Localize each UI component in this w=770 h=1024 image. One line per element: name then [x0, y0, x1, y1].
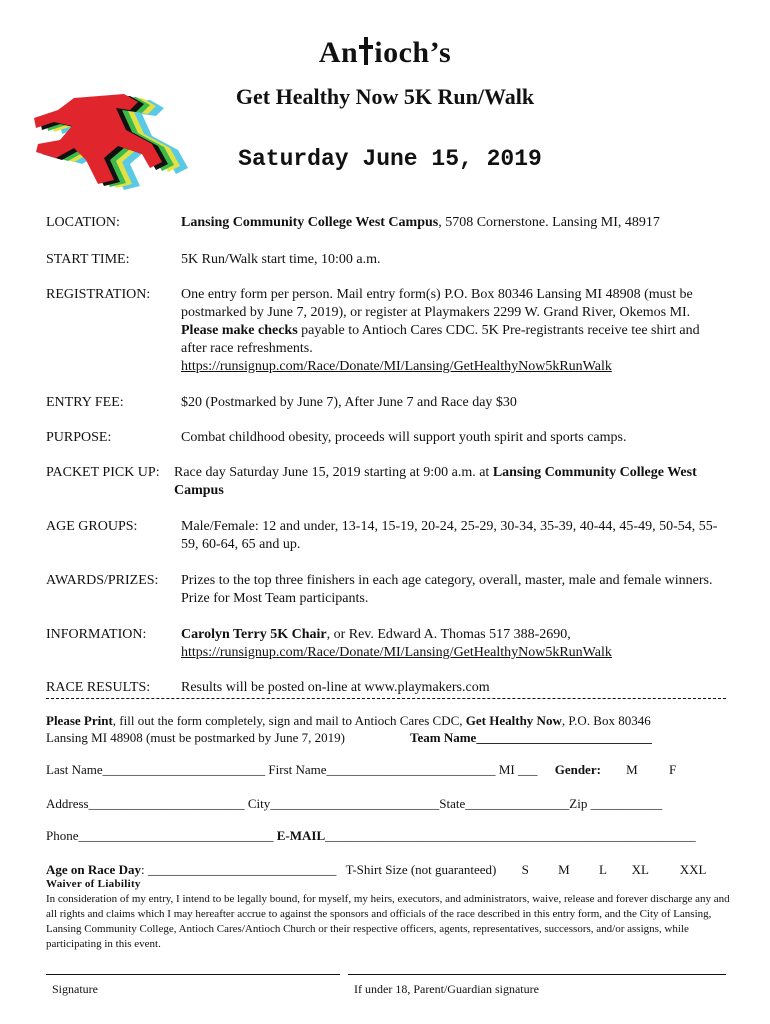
label-race-results: RACE RESULTS: — [46, 680, 151, 695]
label-information: INFORMATION: — [46, 627, 147, 642]
event-date: Saturday June 15, 2019 — [238, 146, 542, 172]
size-m-option[interactable]: M — [558, 862, 570, 877]
contact-line — [46, 828, 726, 844]
brand-right: ioch’s — [374, 36, 452, 69]
cut-line — [46, 698, 726, 701]
purpose-value: Combat childhood obesity, proceeds will support youth spirit and sports camps. — [181, 430, 627, 445]
address-line — [46, 796, 726, 812]
email-label: E-MAIL — [276, 828, 326, 843]
age-label: Age on Race Day — [46, 862, 141, 877]
address-field[interactable]: Address________________________ — [46, 796, 245, 811]
size-s-option[interactable]: S — [521, 862, 529, 877]
label-awards: AWARDS/PRIZES: — [46, 573, 159, 588]
guardian-signature-line[interactable] — [348, 974, 726, 975]
registration-link[interactable]: https://runsignup.com/Race/Donate/MI/Lansing/GetHealthyNow5kRunWalk — [181, 359, 612, 374]
print-line-2: Lansing MI 48908 (must be postmarked by June 7, 2019) — [46, 730, 345, 745]
size-xxl-option[interactable]: XXL — [679, 862, 707, 877]
city-field[interactable]: City__________________________ — [247, 796, 440, 811]
waiver-title: Waiver of Liability — [46, 878, 141, 890]
label-purpose: PURPOSE: — [46, 430, 112, 445]
registration-text-2: payable to Antioch Cares CDC. 5K Pre-registrants receive tee shirt and after race refreshments. — [181, 323, 700, 356]
print-bold: Please Print — [46, 713, 113, 728]
print-text-2: , P.O. Box 80346 — [561, 713, 651, 728]
race-results-value: Results will be posted on-line at www.playmakers.com — [181, 680, 490, 695]
packet-venue: Lansing Community College West Campus — [174, 465, 697, 498]
start-time-value: 5K Run/Walk start time, 10:00 a.m. — [181, 252, 381, 267]
label-registration: REGISTRATION: — [46, 287, 151, 302]
team-name-field[interactable]: Team Name___________________________ — [410, 730, 652, 745]
mi-field[interactable]: MI ___ — [498, 762, 538, 777]
venue-name: Lansing Community College West Campus — [181, 215, 439, 230]
zip-field[interactable]: Zip ___________ — [569, 796, 663, 811]
cross-icon — [359, 37, 373, 65]
entry-fee-value: $20 (Postmarked by June 7), After June 7 and Race day $30 — [181, 395, 517, 410]
packet-text: Race day Saturday June 15, 2019 starting at 9:00 a.m. at — [174, 465, 493, 480]
information-link[interactable]: https://runsignup.com/Race/Donate/MI/Lansing/GetHealthyNow5kRunWalk — [181, 645, 612, 660]
print-text: , fill out the form completely, sign and mail to Antioch Cares CDC, — [112, 713, 466, 728]
registration-text: One entry form per person. Mail entry form(s) P.O. Box 80346 Lansing MI 48908 (must be postmarked by June 7, 2019), or register at Playmakers 2299 W. Grand River, Okemos MI. — [181, 287, 693, 320]
signature-line[interactable] — [46, 974, 340, 975]
last-name-field[interactable]: Last Name_________________________ — [46, 762, 266, 777]
label-location: LOCATION: — [46, 215, 120, 230]
age-groups-value: Male/Female: 12 and under, 13-14, 15-19, 20-24, 25-29, 30-34, 35-39, 40-44, 45-49, 50-54, 55-59, 60-64, 65 and up. — [181, 519, 718, 552]
age-field[interactable]: : _____________________________ — [140, 862, 337, 877]
registration-bold: Please make checks — [181, 323, 298, 338]
gender-f-option[interactable]: F — [668, 762, 677, 777]
name-line — [46, 762, 726, 778]
event-subtitle: Get Healthy Now 5K Run/Walk — [235, 84, 535, 109]
state-field[interactable]: State________________ — [439, 796, 570, 811]
tshirt-label: T-Shirt Size (not guaranteed) — [345, 862, 497, 877]
signature-label: Signature — [52, 982, 98, 996]
size-xl-option[interactable]: XL — [631, 862, 649, 877]
venue-address: , 5708 Cornerstone. Lansing MI, 48917 — [438, 215, 660, 230]
guardian-signature-label: If under 18, Parent/Guardian signature — [354, 982, 539, 996]
label-start-time: START TIME: — [46, 252, 130, 267]
print-bold-2: Get Healthy Now — [465, 713, 562, 728]
information-contact: Carolyn Terry 5K Chair — [181, 627, 327, 642]
phone-field[interactable]: Phone______________________________ — [46, 828, 274, 843]
label-packet-pickup: PACKET PICK UP: — [46, 465, 160, 480]
brand-left: An — [318, 36, 359, 69]
age-shirt-line — [46, 862, 726, 878]
label-entry-fee: ENTRY FEE: — [46, 395, 124, 410]
email-field[interactable]: _________________________________________________________ — [325, 828, 696, 843]
size-l-option[interactable]: L — [598, 862, 607, 877]
label-age-groups: AGE GROUPS: — [46, 519, 138, 534]
first-name-field[interactable]: First Name__________________________ — [268, 762, 496, 777]
awards-value: Prizes to the top three finishers in each age category, overall, master, male and female winners. Prize for Most Team participants. — [181, 573, 713, 606]
information-text: , or Rev. Edward A. Thomas 517 388-2690, — [326, 627, 571, 642]
gender-m-option[interactable]: M — [626, 762, 638, 777]
gender-label: Gender: — [554, 762, 601, 777]
waiver-text: In consideration of my entry, I intend to be legally bound, for myself, my heirs, executors, and administrators, waive, release and forever discharge any and all rights and claims which I may hereafter accrue to against the sponsors and officials of the race described in this entry form, and the City of Lansing, Lansing Community College, Antioch Cares/Antioch Church or their respective officers, agents, representatives, successors, and/or assigns, while participating in this event. — [46, 893, 730, 950]
brand-title — [300, 36, 470, 70]
